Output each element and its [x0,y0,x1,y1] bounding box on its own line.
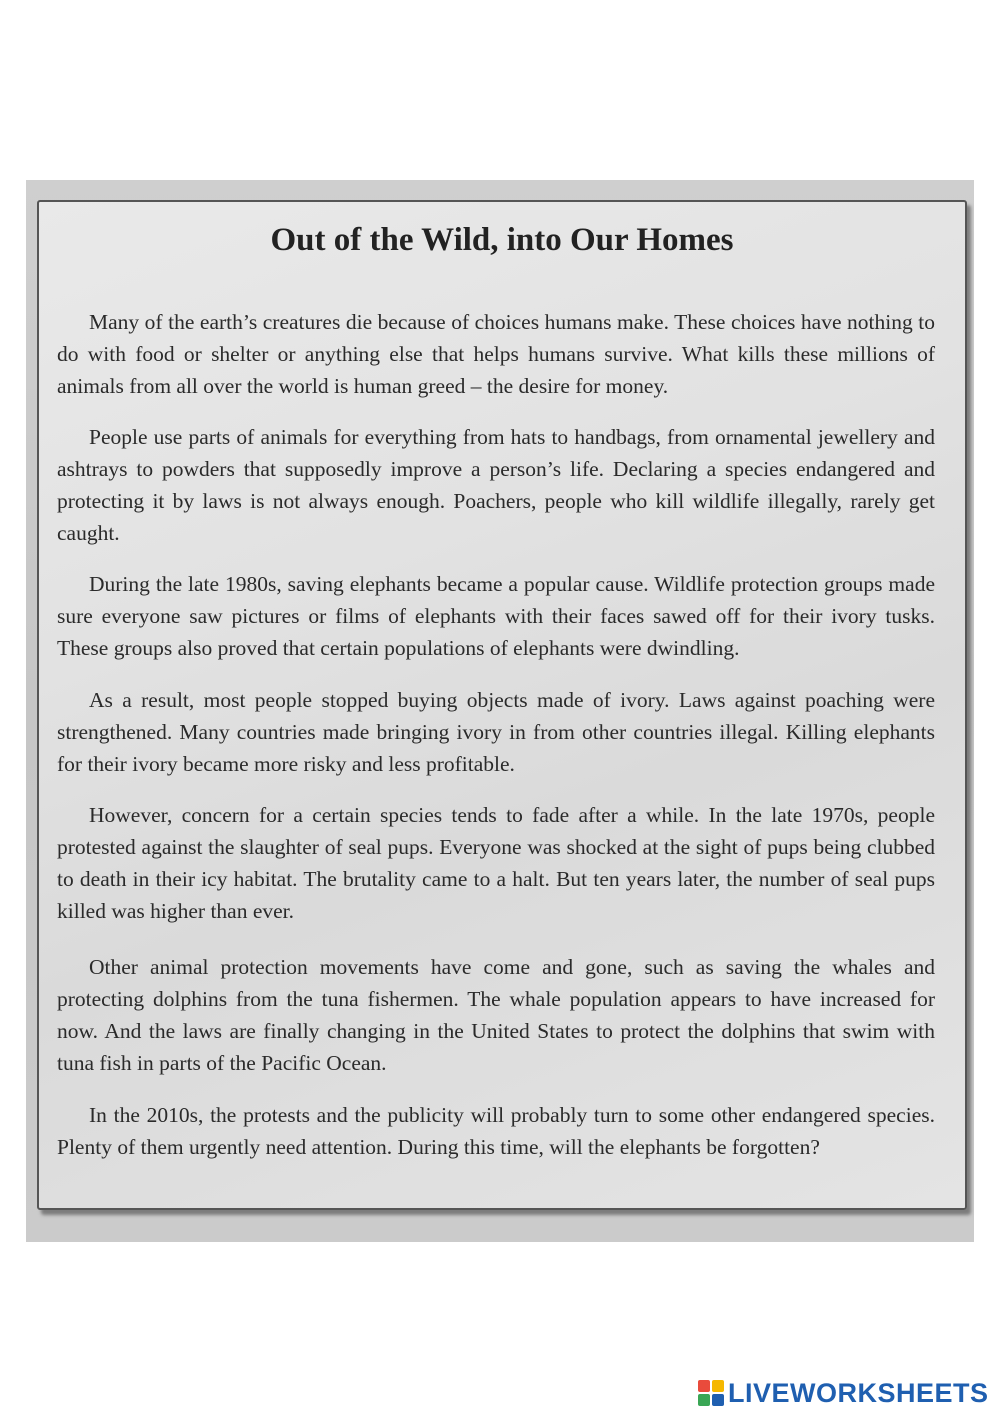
liveworksheets-wordmark: LIVEWORKSHEETS [728,1377,989,1408]
liveworksheets-logo-icon [698,1380,724,1406]
paragraph-7: In the 2010s, the protests and the publicity will probably turn to some other endangered species. Plenty of them urgently need attention. During this time, will the elephants be forgotten? [57,1103,935,1159]
paragraph-4: As a result, most people stopped buying objects made of ivory. Laws against poaching were strengthened. Many countries made bringing ivory in from other countries illegal. Killing elephants for their ivory became more risky and less profitable. [57,688,935,776]
paragraph-6: Other animal protection movements have come and gone, such as saving the whales and protecting dolphins from the tuna fishermen. The whale population appears to have increased for now. And the laws are finally changing in the United States to protect the dolphins that swim with tuna fish in parts of the Pacific Ocean. [57,955,935,1075]
liveworksheets-brand[interactable] [698,1376,989,1410]
reading-passage-card [37,200,967,1210]
paragraph-1: Many of the earth’s creatures die because of choices humans make. These choices have nothing to do with food or shelter or anything else that helps humans survive. What kills these millions of animals from all over the world is human greed – the desire for money. [57,310,935,398]
paragraph-5: However, concern for a certain species tends to fade after a while. In the late 1970s, people protested against the slaughter of seal pups. Everyone was shocked at the sight of pups being clubbed to death in their icy habitat. The brutality came to a halt. But ten years later, the number of seal pups killed was higher than ever. [57,803,935,923]
paragraph-3: During the late 1980s, saving elephants became a popular cause. Wildlife protection groups made sure everyone saw pictures or films of elephants with their faces sawed off for their ivory tusks. These groups also proved that certain populations of elephants were dwindling. [57,572,935,660]
passage-title: Out of the Wild, into Our Homes [270,222,734,258]
paragraph-2: People use parts of animals for everything from hats to handbags, from ornamental jewellery and ashtrays to powders that supposedly improve a person’s life. Declaring a species endangered and protecting it by laws is not always enough. Poachers, people who kill wildlife illegally, rarely get caught. [57,425,935,545]
